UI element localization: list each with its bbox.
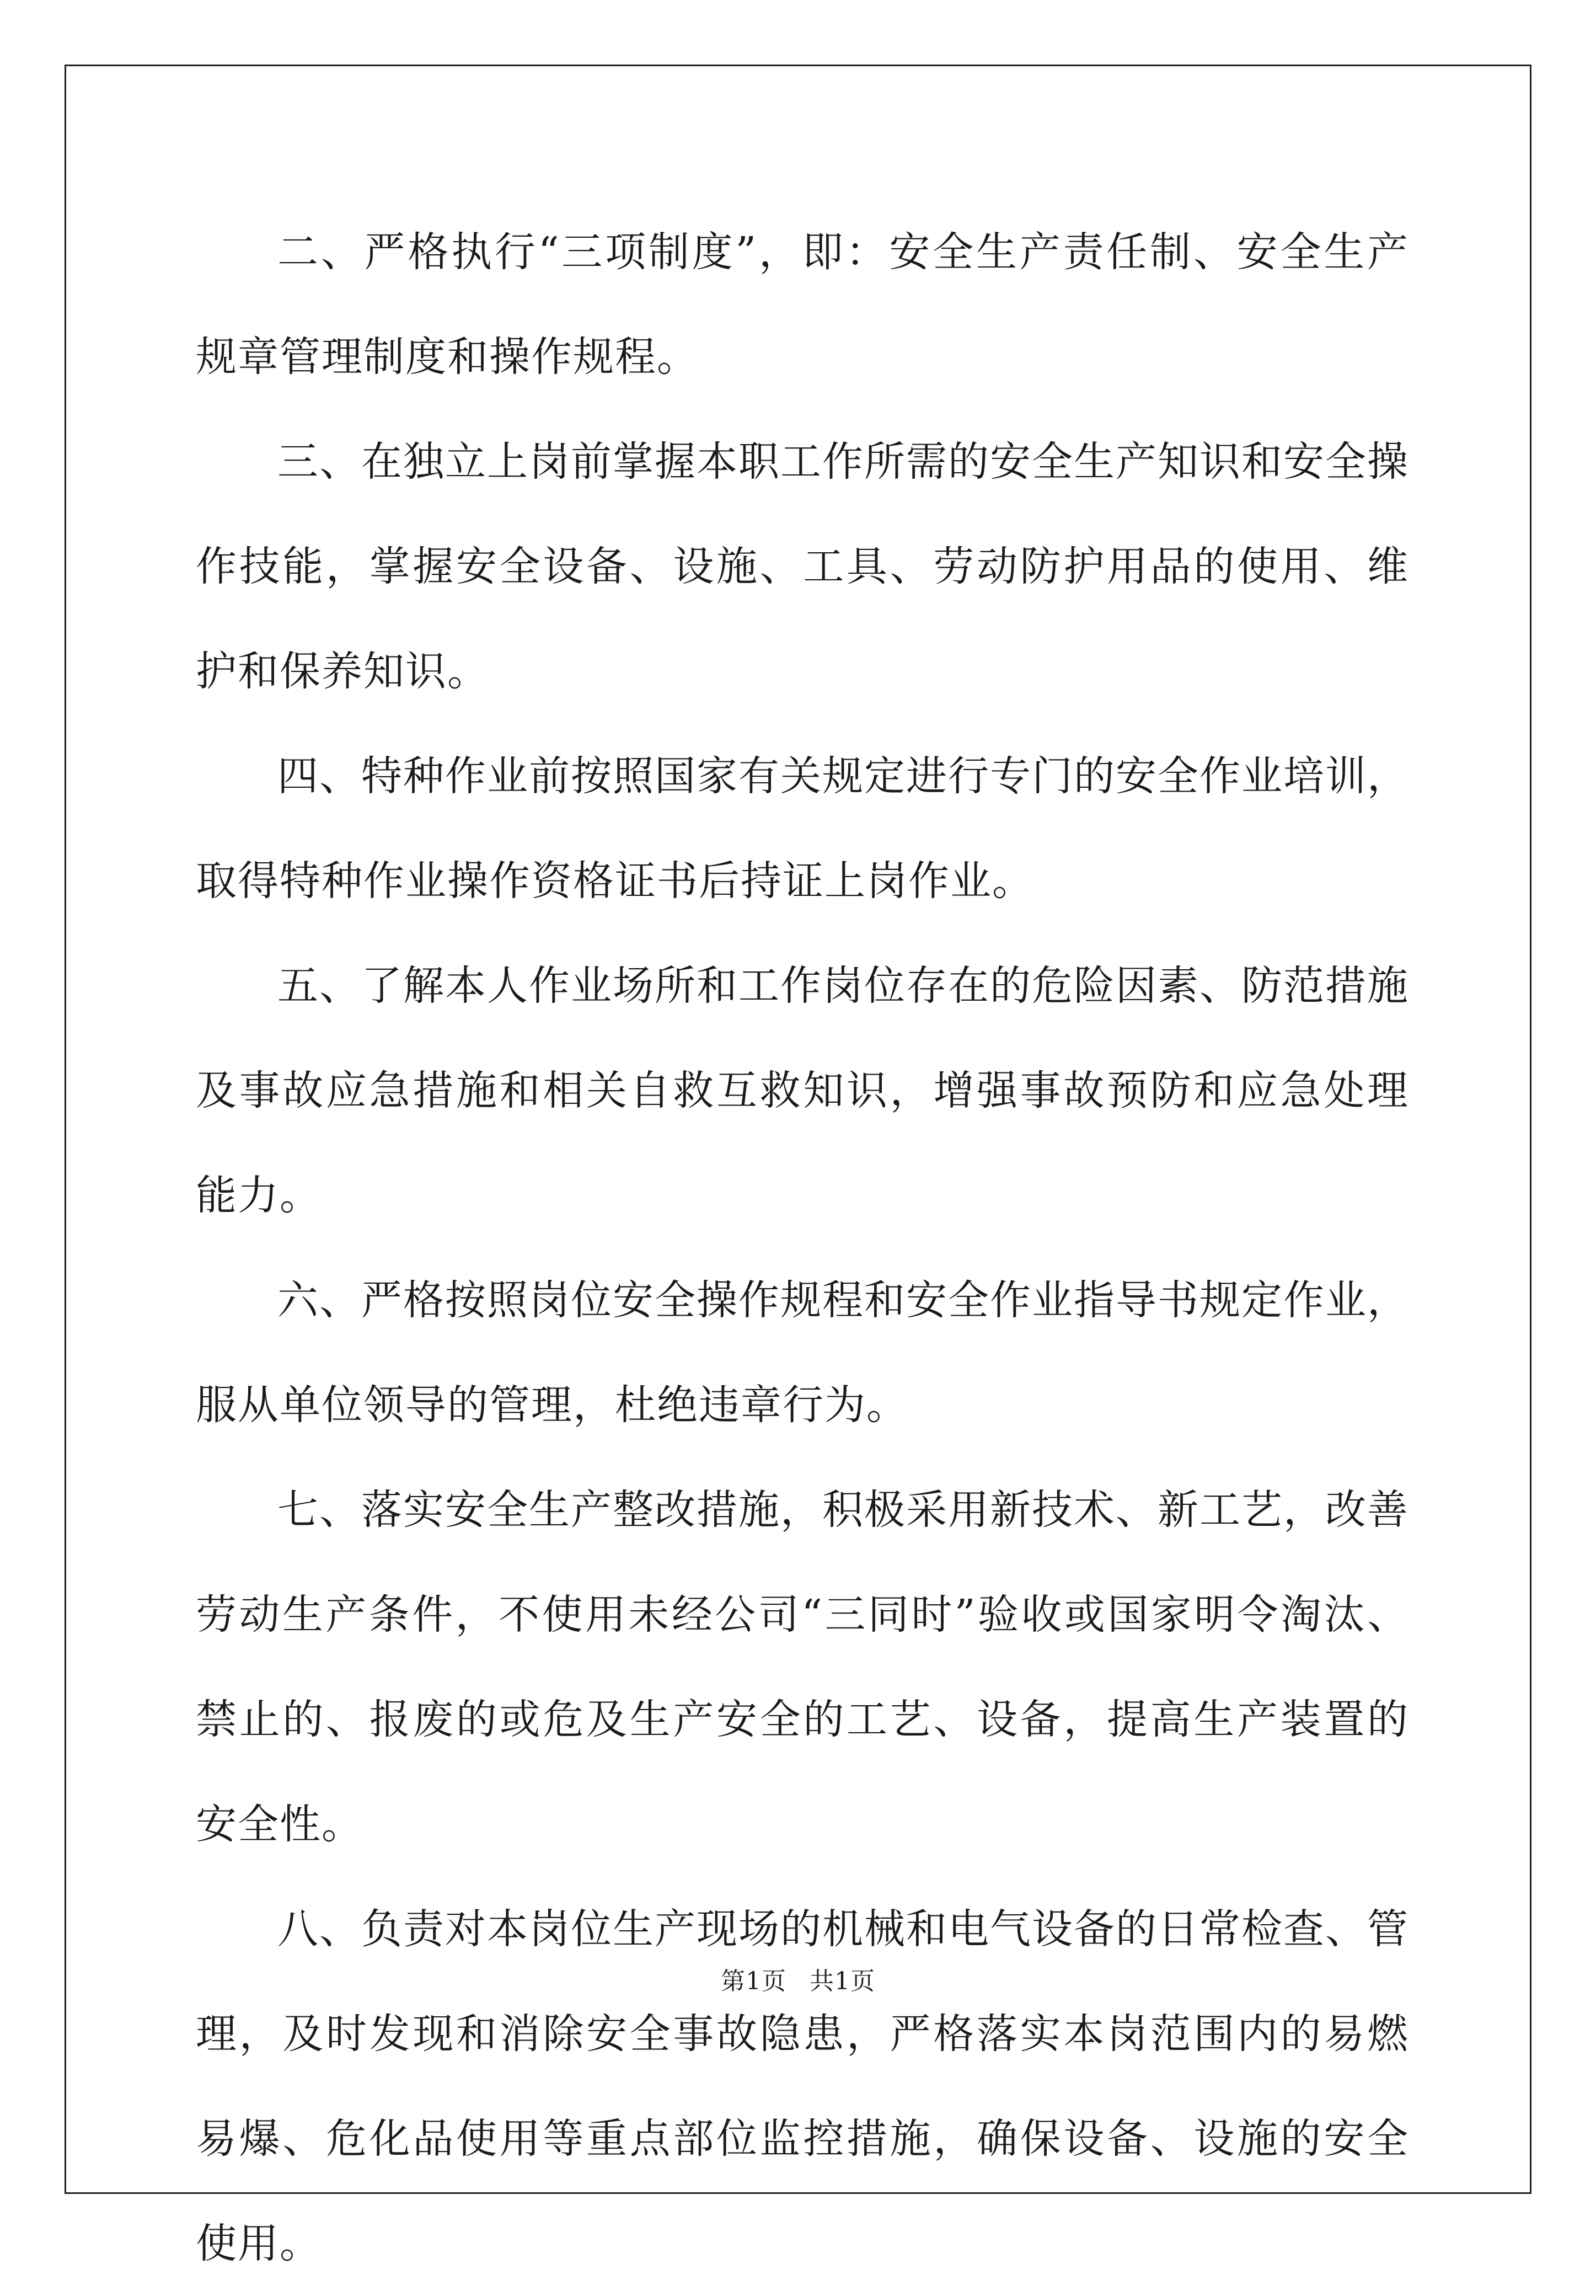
paragraph-2: 二、严格执行“三项制度”，即：安全生产责任制、安全生产规章管理制度和操作规程。	[196, 228, 1409, 381]
paragraph-4: 四、特种作业前按照国家有关规定进行专门的安全作业培训，取得特种作业操作资格证书后持证上岗作业。	[196, 752, 1409, 905]
paragraph-5: 五、了解本人作业场所和工作岗位存在的危险因素、防范措施及事故应急措施和相关自救互救知识，增强事故预防和应急处理能力。	[196, 962, 1409, 1219]
paragraph-3: 三、在独立上岗前掌握本职工作所需的安全生产知识和安全操作技能，掌握安全设备、设施、工具、劳动防护用品的使用、维护和保养知识。	[196, 438, 1409, 695]
page-footer	[0, 1961, 1596, 1996]
paragraph-6: 六、严格按照岗位安全操作规程和安全作业指导书规定作业，服从单位领导的管理，杜绝违章行为。	[196, 1277, 1409, 1429]
paragraph-8: 八、负责对本岗位生产现场的机械和电气设备的日常检查、管理，及时发现和消除安全事故隐患，严格落实本岗范围内的易燃易爆、危化品使用等重点部位监控措施，确保设备、设施的安全使用。	[196, 1905, 1409, 2267]
page-total: 共1页	[810, 1967, 875, 1995]
page-number: 第1页	[721, 1967, 786, 1995]
paragraph-7: 七、落实安全生产整改措施，积极采用新技术、新工艺，改善劳动生产条件，不使用未经公司“三同时”验收或国家明令淘汰、禁止的、报废的或危及生产安全的工艺、设备，提高生产装置的安全性。	[196, 1486, 1409, 1848]
